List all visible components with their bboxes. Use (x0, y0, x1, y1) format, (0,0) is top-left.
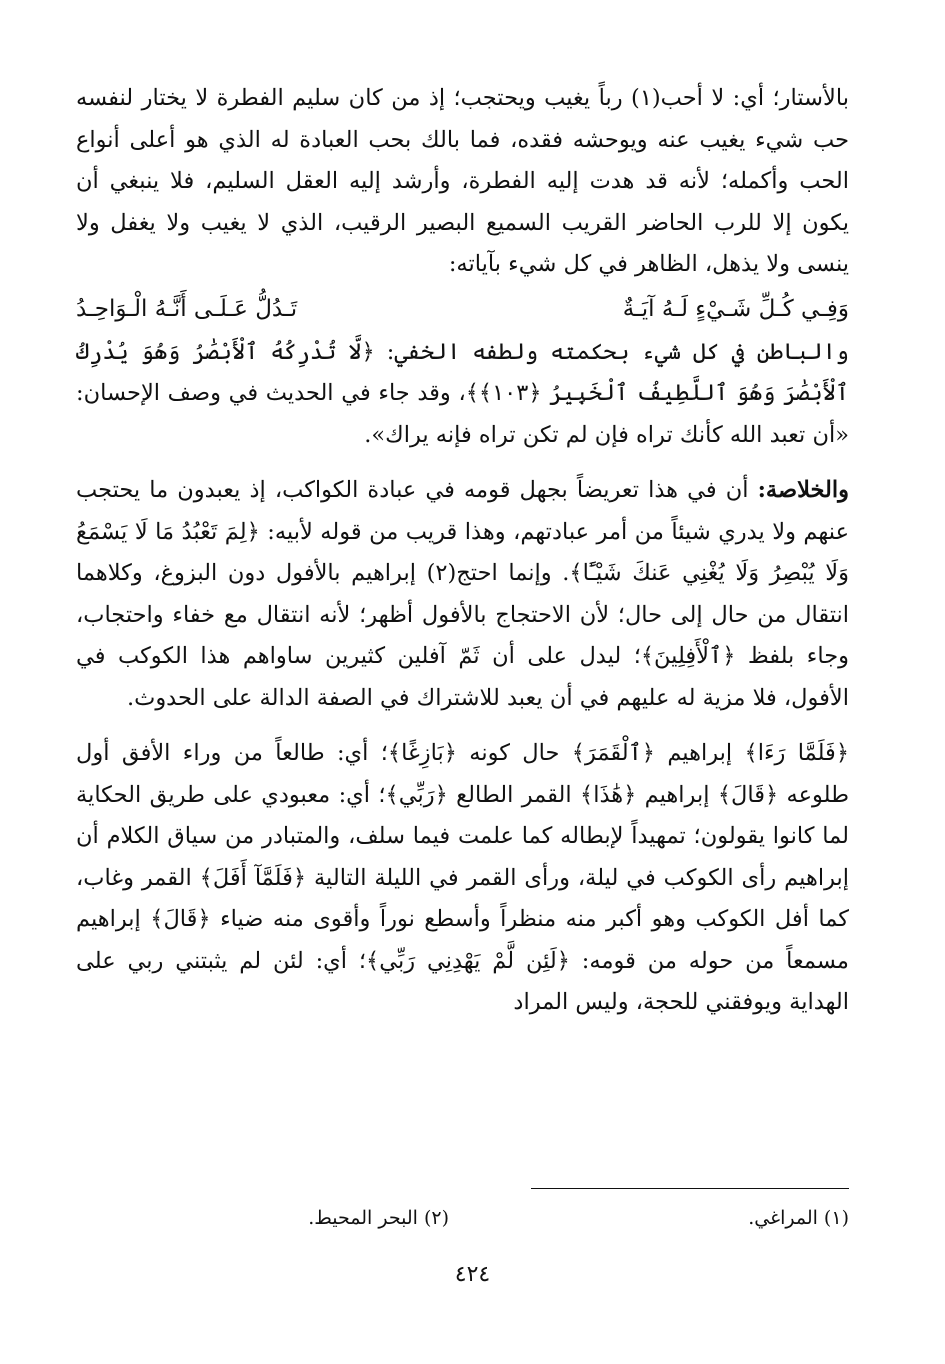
paragraph-2: والباطن في كل شيء بحكمته ولطفه الخفي: ﴿لَّا تُدْرِكُهُ ٱلْأَبْصَٰرُ وَهُوَ يُدْرِكُ ٱلْأَبْصَٰرَ وَهُوَ ٱللَّطِيفُ ٱلْخَبِيرُ ﴿١٠٣﴾﴾، وقد جاء في الحديث في وصف الإحسان: «أن تعبد الله كأنك تراه فإن لم تكن تراه فإنه يراك». (76, 338, 849, 448)
paragraph-1: بالأستار؛ أي: لا أحب(١) رباً يغيب ويحتجب؛ إذ من كان سليم الفطرة لا يختار لنفسه حب شيء يغيب عنه ويوحشه فقده، فما بالك بحب العبادة له الذي هو أعلى أنواع الحب وأكمله؛ لأنه قد هدت إليه الفطرة، وأرشد إليه العقل السليم، فلا ينبغي أن يكون إلا للرب الحاضر القريب السميع البصير الرقيب، الذي لا يغيب ولا يغفل ولا ينسى ولا يذهل، الظاهر في كل شيء بآياته: (76, 85, 849, 277)
verse-second-hemistich: تَـدُلُّ عَـلَـى أَنَّـهُ الْـوَاحِـدُ (76, 295, 298, 322)
paragraph-3-lead: والخلاصة: (757, 477, 849, 503)
paragraph-3-text: أن في هذا تعريضاً بجهل قومه في عبادة الكواكب، إذ يعبدون ما يحتجب عنهم ولا يدري شيئاً من أمر عبادتهم، وهذا قريب من قوله لأبيه: ﴿لِمَ تَعْبُدُ مَا لَا يَسْمَعُ وَلَا يُبْصِرُ وَلَا يُغْنِي عَنكَ شَيْـًٔا﴾. وإنما احتج(٢) إبراهيم بالأفول دون البزوغ، وكلاهما انتقال من حال إلى حال؛ لأن الاحتجاج بالأفول أظهر؛ لأنه انتقال مع خفاء واحتجاب، وجاء بلفظ ﴿ٱلْأَفِلِينَ﴾؛ ليدل على أن ثَمّ آفلين كثيرين ساواهم هذا الكوكب في الأفول، فلا مزية له عليهم في أن يعبد للاشتراك في الصفة الدالة على الحدوث. (76, 477, 849, 711)
paragraph-3 (76, 470, 849, 719)
footnote-divider (531, 1188, 849, 1189)
page-body (76, 78, 849, 1024)
verse-first-hemistich: وَفِـي كُـلِّ شَـيْءٍ لَـهُ آيَـةٌ (622, 295, 849, 322)
poetry-verse (76, 286, 849, 332)
page-number: ٤٢٤ (454, 1262, 491, 1287)
footnote-2: (٢) البحر المحيط. (308, 1207, 449, 1229)
footnote-1: (١) المراغي. (748, 1207, 849, 1229)
paragraph-4: ﴿فَلَمَّا رَءَا﴾ إبراهيم ﴿ٱلْقَمَرَ﴾ حال كونه ﴿بَازِغًا﴾؛ أي: طالعاً من وراء الأفق أول طلوعه ﴿قَالَ﴾ إبراهيم ﴿هَٰذَا﴾ القمر الطالع ﴿رَبِّي﴾؛ أي: معبودي على طريق الحكاية لما كانوا يقولون؛ تمهيداً لإبطاله كما علمت فيما سلف، والمتبادر من سياق الكلام أن إبراهيم رأى الكوكب في ليلة، ورأى القمر في الليلة التالية ﴿فَلَمَّآ أَفَلَ﴾ القمر وغاب، كما أفل الكوكب وهو أكبر منه منظراً وأسطع نوراً وأقوى منه ضياء ﴿قَالَ﴾ إبراهيم مسمعاً من حوله من قومه: ﴿لَئِن لَّمْ يَهْدِنِي رَبِّي﴾؛ أي: لئن لم يثبتني ربي على الهداية ويوفقني للحجة، وليس المراد (76, 740, 849, 1015)
